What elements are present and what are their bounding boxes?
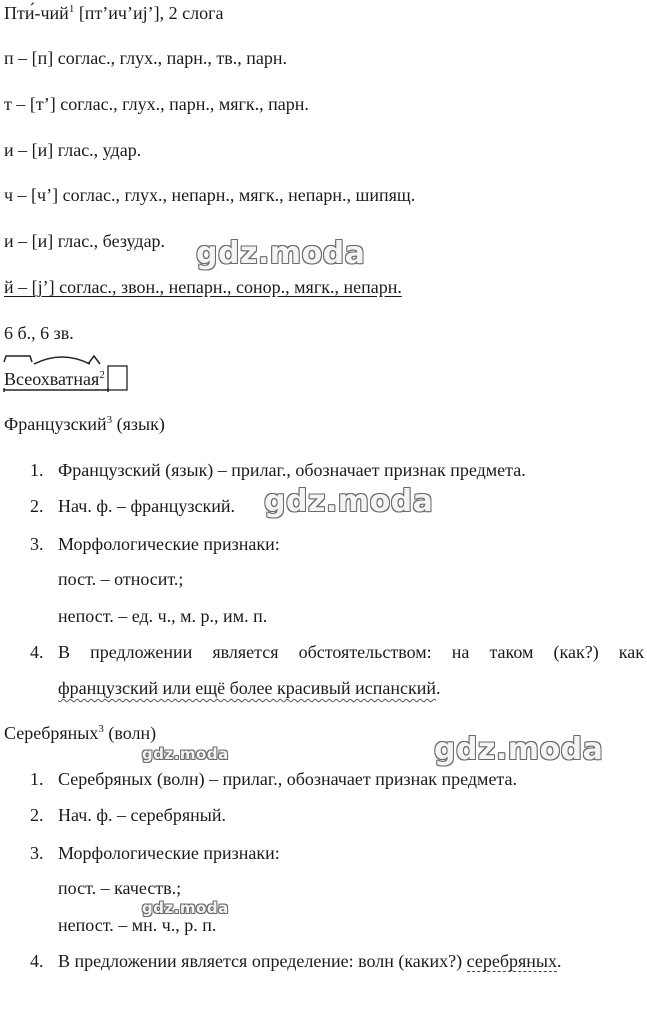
silver-header-rest: (волн)	[103, 723, 157, 743]
nonconstant-features: непост. – ед. ч., м. р., им. п.	[58, 606, 268, 626]
list-text: Нач. ф. – серебряный.	[58, 805, 226, 825]
list-item	[30, 842, 280, 864]
list-text: Морфологические признаки:	[58, 843, 280, 863]
footnote-mark: 3	[106, 414, 113, 426]
list-item-continuation	[58, 677, 440, 699]
list-number: 2.	[30, 496, 44, 516]
list-item	[30, 459, 526, 481]
attribute-word: серебряных	[466, 951, 558, 971]
list-item	[30, 533, 280, 555]
list-item	[30, 495, 235, 517]
french-header	[4, 413, 165, 435]
watermark: gdz.moda	[142, 745, 229, 763]
footnote-mark: 2	[99, 369, 105, 381]
phonetic-transcription: [пт’ич’иj’], 2 слога	[74, 3, 224, 23]
phonetic-row: п – [п] соглас., глух., парн., тв., парн.	[4, 48, 287, 68]
phonetic-row: й – [j’] соглас., звон., непарн., сонор., мягк., непарн.	[4, 277, 402, 297]
list-text: Нач. ф. – французский.	[58, 496, 236, 516]
constant-features: пост. – относит.;	[58, 569, 184, 589]
phonetic-row: т – [т’] соглас., глух., парн., мягк., парн.	[4, 94, 309, 114]
list-text: Морфологические признаки:	[58, 534, 280, 554]
list-text: В предложении является определение: волн (каких?)	[58, 951, 467, 971]
list-text: Серебряных (волн) – прилаг., обозначает признак предмета.	[58, 769, 518, 789]
list-number: 4.	[30, 642, 44, 662]
watermark: gdz.moda	[142, 899, 229, 917]
list-item	[30, 768, 517, 790]
silver-header-word: Серебряных	[4, 723, 99, 743]
phonetic-word: Пти́-чий	[4, 3, 69, 23]
period: .	[557, 951, 562, 971]
list-text: В предложении является обстоятельством: на таком (как?) как	[58, 642, 644, 662]
phonetic-row: и – [и] глас., удар.	[4, 140, 142, 160]
list-number: 3.	[30, 843, 44, 863]
phonetic-summary: 6 б., 6 зв.	[4, 323, 74, 343]
list-item	[30, 804, 226, 826]
nonconstant-features: непост. – мн. ч., р. п.	[58, 915, 217, 935]
constant-features: пост. – качеств.;	[58, 878, 182, 898]
watermark: gdz.moda	[434, 732, 604, 767]
period: .	[435, 678, 441, 698]
watermark: gdz.moda	[196, 236, 366, 271]
phonetic-row: ч – [ч’] соглас., глух., непарн., мягк., непарн., шипящ.	[4, 185, 416, 205]
morpheme-word-line	[4, 368, 105, 390]
list-item	[30, 950, 562, 972]
footnote-mark: 3	[98, 723, 104, 735]
list-text: Французский (язык) – прилаг., обозначает признак предмета.	[58, 460, 526, 480]
list-number: 4.	[30, 951, 44, 971]
phonetic-row: и – [и] глас., безудар.	[4, 231, 166, 251]
list-number: 2.	[30, 805, 44, 825]
morpheme-word: Всеохватная	[4, 369, 100, 389]
phonetic-header	[4, 2, 223, 24]
list-number: 3.	[30, 534, 44, 554]
list-item	[30, 641, 642, 663]
footnote-mark: 1	[68, 3, 75, 15]
list-number: 1.	[30, 769, 44, 789]
list-number: 1.	[30, 460, 44, 480]
french-header-rest: (язык)	[112, 414, 165, 434]
adverbial-phrase: французский или ещё более красивый испанский	[58, 678, 436, 698]
french-header-word: Французский	[4, 414, 107, 434]
watermark: gdz.moda	[264, 484, 434, 519]
silver-header	[4, 722, 156, 744]
